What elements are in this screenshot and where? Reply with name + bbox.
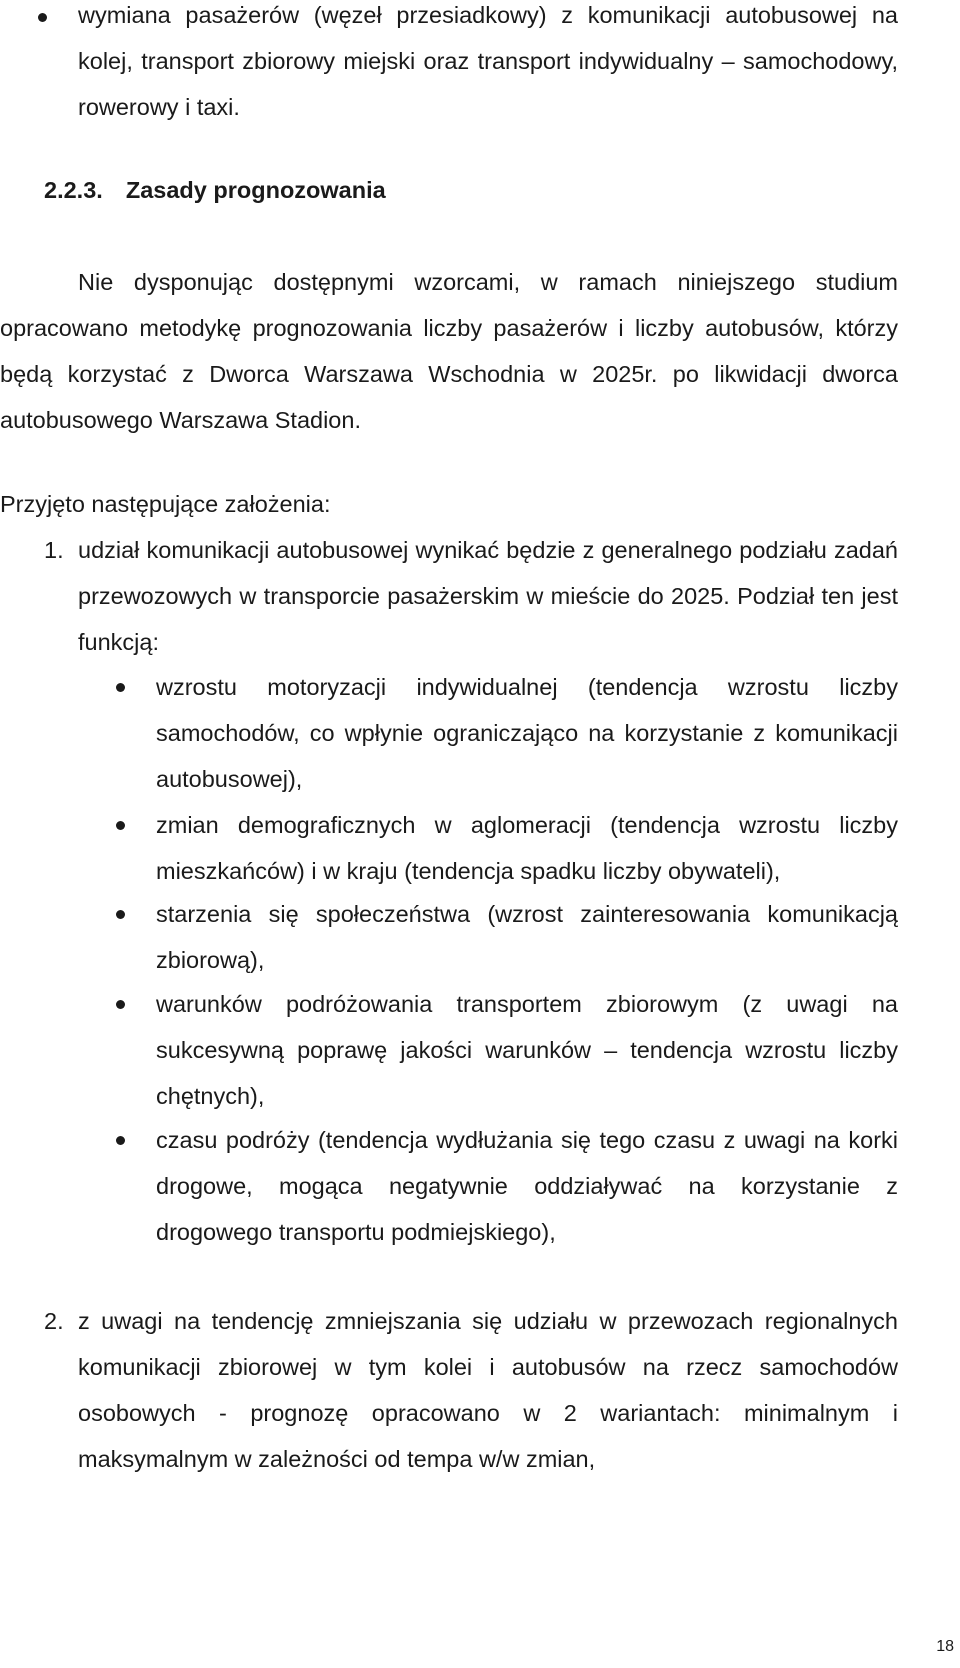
bullet-icon bbox=[116, 1000, 125, 1009]
section-heading bbox=[44, 167, 386, 213]
section-title: Zasady prognozowania bbox=[125, 177, 386, 203]
intro-paragraph: Nie dysponując dostępnymi wzorcami, w ramach niniejszego studium opracowano metodykę prognozowania liczby pasażerów i liczby autobusów, którzy będą korzystać z Dworca Warszawa Wschodnia w 2025r. po likwidacji dworca autobusowego Warszawa Stadion. bbox=[0, 269, 898, 433]
list-item: wzrostu motoryzacji indywidualnej (tendencja wzrostu liczby samochodów, co wpłynie ograniczająco na korzystanie z komunikacji autobusowej), bbox=[156, 674, 898, 792]
top-bullet-text: wymiana pasażerów (węzeł przesiadkowy) z komunikacji autobusowej na kolej, transport zbiorowy miejski oraz transport indywidualny – samochodowy, rowerowy i taxi. bbox=[78, 2, 898, 120]
list-item: zmian demograficznych w aglomeracji (tendencja wzrostu liczby mieszkańców) i w kraju (tendencja spadku liczby obywateli), bbox=[156, 812, 898, 884]
bullet-icon bbox=[116, 821, 125, 830]
item-2-text: z uwagi na tendencję zmniejszania się udziału w przewozach regionalnych komunikacji zbiorowej w tym kolei i autobusów na rzecz samochodów osobowych - prognozę opracowano w 2 wariantach: minimalnym i maksymalnym w zależności od tempa w/w zmian, bbox=[78, 1308, 898, 1472]
bullet-icon bbox=[116, 683, 125, 692]
bullet-icon bbox=[116, 1136, 125, 1145]
page-number: 18 bbox=[936, 1638, 954, 1655]
item-1-text: udział komunikacji autobusowej wynikać będzie z generalnego podziału zadań przewozowych w transporcie pasażerskim w mieście do 2025. Podział ten jest funkcją: bbox=[78, 537, 898, 655]
list-item: czasu podróży (tendencja wydłużania się tego czasu z uwagi na korki drogowe, mogąca negatywnie oddziaływać na korzystanie z drogowego transportu podmiejskiego), bbox=[156, 1127, 898, 1245]
item-number: 1. bbox=[44, 537, 64, 563]
bullet-icon bbox=[116, 910, 125, 919]
list-item: starzenia się społeczeństwa (wzrost zainteresowania komunikacją zbiorową), bbox=[156, 901, 898, 973]
assumptions-label: Przyjęto następujące założenia: bbox=[0, 491, 331, 517]
bullet-icon bbox=[38, 13, 47, 22]
item-number: 2. bbox=[44, 1308, 64, 1334]
list-item: warunków podróżowania transportem zbiorowym (z uwagi na sukcesywną poprawę jakości warunków – tendencja wzrostu liczby chętnych), bbox=[156, 991, 898, 1109]
section-number: 2.2.3. bbox=[44, 177, 103, 203]
